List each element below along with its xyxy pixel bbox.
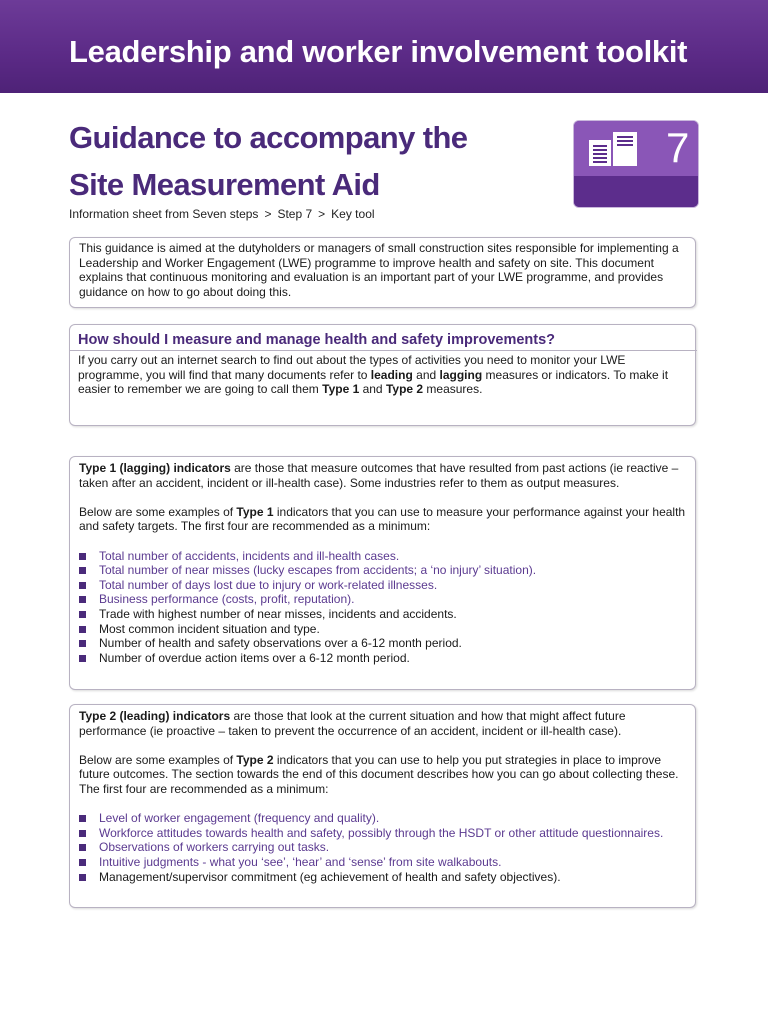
list-item	[79, 592, 687, 607]
breadcrumb	[69, 207, 375, 221]
square-bullet-icon	[79, 844, 86, 851]
intro-text: This guidance is aimed at the dutyholders or managers of small construction sites responsible for implementing a Leadership and Worker Engagement (LWE) programme to improve health and safety on site. This document explains that continuous monitoring and evaluation is an important part of your LWE programme, and provides guidance on how to go about doing this.	[79, 241, 679, 299]
question-text: measures or indicators. To make it easier to remember we are going to call them	[78, 367, 669, 397]
square-bullet-icon	[79, 611, 86, 618]
examples-text: indicators that you can use to measure your performance against your health and safety targets. The first four are recommended as a minimum:	[79, 504, 686, 534]
step-number: 7	[666, 124, 690, 171]
list-item	[79, 651, 687, 666]
list-item-text: Level of worker engagement (frequency and quality).	[99, 811, 380, 826]
list-item-text: Workforce attitudes towards health and safety, possibly through the HSDT or other attitude questionnaires.	[99, 825, 664, 840]
list-item-text: Trade with highest number of near misses, incidents and accidents.	[99, 606, 457, 621]
question-body	[78, 353, 687, 397]
list-item-text: Number of health and safety observations over a 6-12 month period.	[99, 636, 462, 651]
examples-term: Type 2	[236, 752, 274, 767]
question-text: and	[412, 367, 440, 382]
list-item	[79, 811, 687, 826]
toolkit-title: Leadership and worker involvement toolkit	[69, 34, 688, 69]
question-text: measures.	[423, 382, 483, 397]
breadcrumb-separator: >	[264, 207, 272, 221]
list-item	[79, 549, 687, 564]
list-item	[79, 870, 687, 885]
square-bullet-icon	[79, 859, 86, 866]
list-item-text: Most common incident situation and type.	[99, 621, 320, 636]
type2-list	[79, 811, 687, 884]
type1-box	[69, 456, 696, 690]
examples-term: Type 1	[236, 504, 274, 519]
breadcrumb-item: Step 7	[277, 207, 313, 221]
question-text: If you carry out an internet search to find out about the types of activities you need to monitor your LWE programme, you will find that many documents refer to	[78, 353, 626, 382]
square-bullet-icon	[79, 626, 86, 633]
page-title-line-2: Site Measurement Aid	[69, 167, 380, 202]
step-badge	[574, 121, 698, 207]
intro-box	[69, 237, 696, 308]
list-item-text: Intuitive judgments - what you ‘see’, ‘hear’ and ‘sense’ from site walkabouts.	[99, 854, 502, 869]
list-item	[79, 622, 687, 637]
list-item-text: Total number of near misses (lucky escapes from accidents; a ‘no injury’ situation).	[99, 563, 537, 578]
question-text: and	[359, 382, 386, 397]
type1-definition-text: are those that measure outcomes that have resulted from past actions (ie reactive – taken after an accident, incident or ill-health case). Some industries refer to them as output measures.	[79, 461, 679, 490]
list-item-text: Number of overdue action items over a 6-12 month period.	[99, 650, 410, 665]
page-title	[69, 114, 467, 208]
type2-examples-intro	[79, 753, 687, 797]
type2-definition	[79, 709, 687, 738]
examples-text: Below are some examples of	[79, 504, 237, 519]
badge-bottom	[574, 176, 698, 207]
term-type2: Type 2	[385, 382, 424, 397]
type2-definition-text: are those that look at the current situation and how that might affect future performance (ie proactive – taken to prevent the occurrence of an accident, incident or ill-health case).	[79, 709, 626, 738]
list-item-text: Business performance (costs, profit, reputation).	[99, 592, 355, 607]
square-bullet-icon	[79, 830, 86, 837]
breadcrumb-item: Key tool	[331, 207, 375, 221]
examples-text: Below are some examples of	[79, 752, 237, 767]
type1-term: Type 1 (lagging) indicators	[79, 461, 231, 475]
list-item	[79, 840, 687, 855]
term-lagging: lagging	[439, 367, 483, 382]
list-item	[79, 826, 687, 841]
list-item-text: Total number of accidents, incidents and ill-health cases.	[99, 548, 400, 563]
list-item	[79, 607, 687, 622]
square-bullet-icon	[79, 553, 86, 560]
breadcrumb-item: Information sheet from Seven steps	[69, 207, 259, 221]
list-item-text: Observations of workers carrying out tasks.	[99, 840, 330, 855]
list-item	[79, 578, 687, 593]
header-band	[0, 0, 768, 93]
list-item	[79, 563, 687, 578]
type2-box	[69, 704, 696, 908]
list-item	[79, 855, 687, 870]
square-bullet-icon	[79, 640, 86, 647]
type2-term: Type 2 (leading) indicators	[79, 709, 231, 723]
type1-examples-intro	[79, 505, 687, 534]
question-divider	[70, 350, 697, 351]
term-type1: Type 1	[322, 382, 360, 397]
list-item	[79, 636, 687, 651]
list-item-text: Management/supervisor commitment (eg achievement of health and safety objectives).	[99, 869, 561, 884]
square-bullet-icon	[79, 567, 86, 574]
examples-text: indicators that you can use to help you put strategies in place to improve future outcomes. The section towards the end of this document describes how you can go about collecting these. The first four are recommended as a minimum:	[79, 752, 679, 796]
page-title-line-1: Guidance to accompany the	[69, 120, 468, 155]
square-bullet-icon	[79, 655, 86, 662]
term-leading: leading	[370, 367, 413, 382]
type1-definition	[79, 461, 687, 490]
breadcrumb-separator: >	[318, 207, 326, 221]
square-bullet-icon	[79, 874, 86, 881]
question-heading: How should I measure and manage health and safety improvements?	[78, 332, 556, 348]
type1-list	[79, 549, 687, 666]
question-box	[69, 324, 696, 426]
list-item-text: Total number of days lost due to injury or work-related illnesses.	[99, 577, 438, 592]
square-bullet-icon	[79, 582, 86, 589]
square-bullet-icon	[79, 815, 86, 822]
square-bullet-icon	[79, 596, 86, 603]
document-icon	[588, 131, 640, 167]
